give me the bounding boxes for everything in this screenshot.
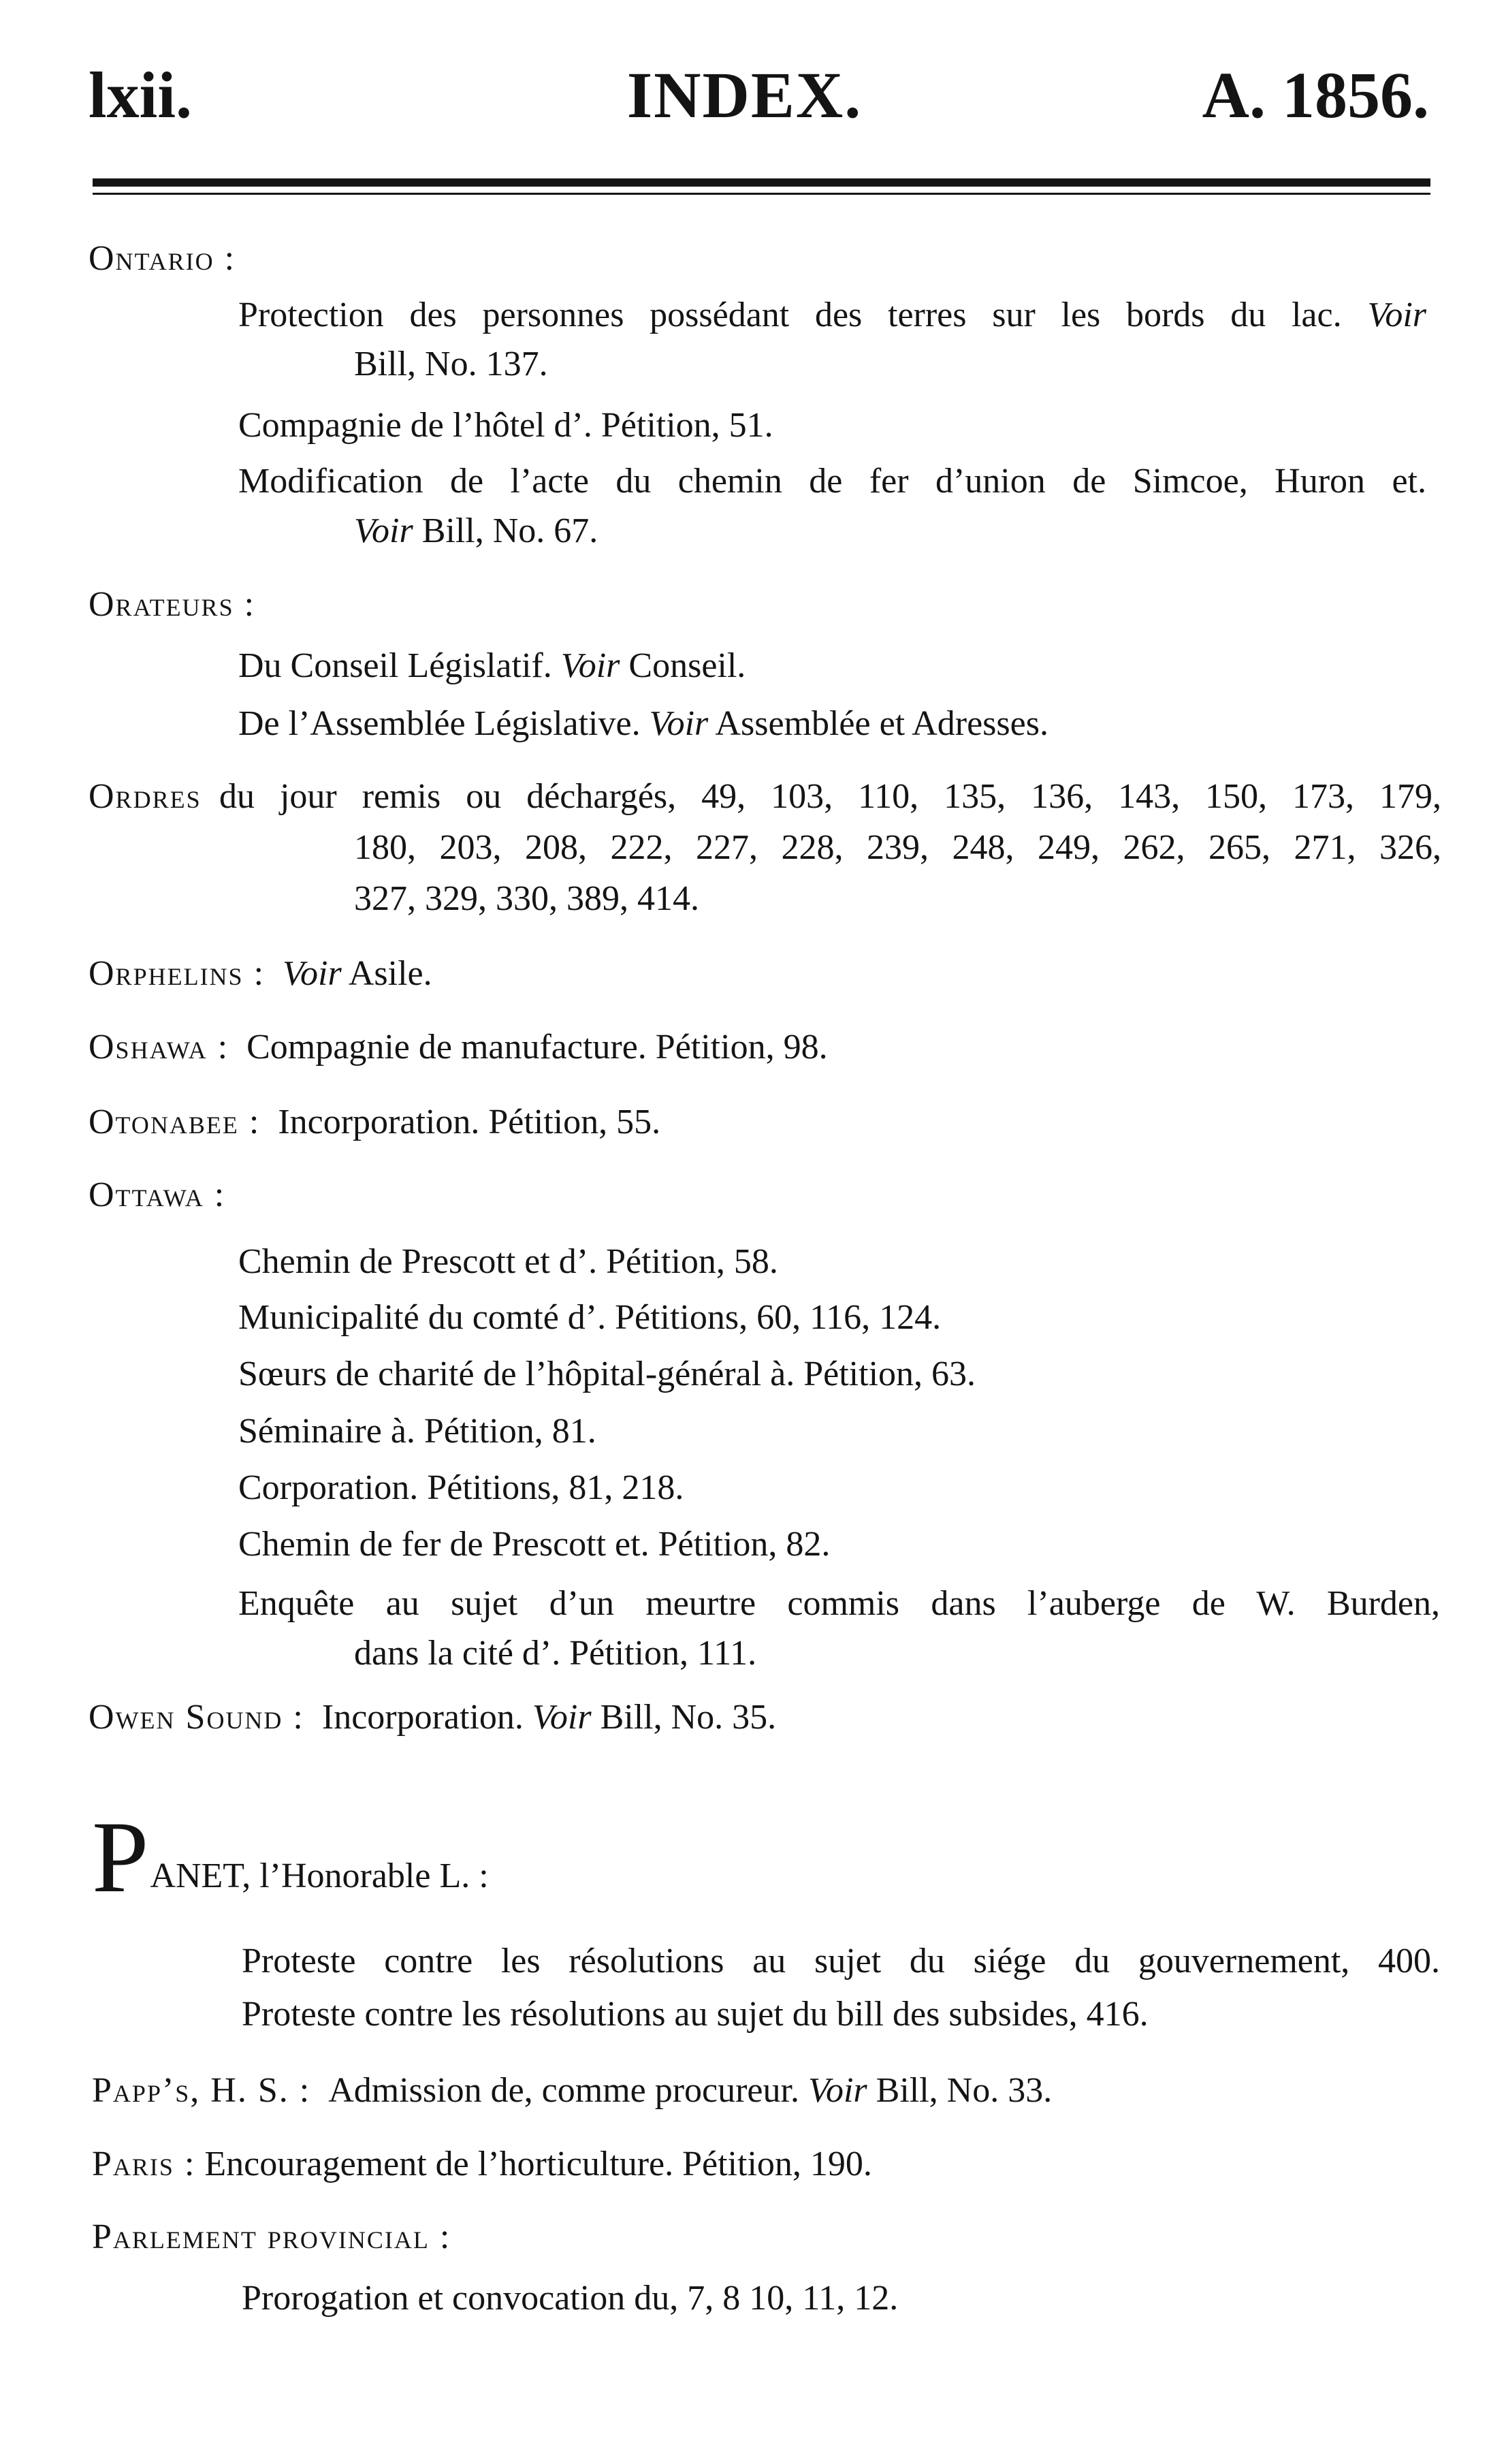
entry-paris: Paris : Encouragement de l’horticulture. Pétition, 190. xyxy=(92,2145,872,2183)
ontario-line-3-cont: Voir Bill, No. 67. xyxy=(354,511,598,550)
ontario-line-1-cont: Bill, No. 137. xyxy=(354,345,548,383)
ottawa-line-5: Corporation. Pétitions, 81, 218. xyxy=(238,1468,684,1507)
entry-heading-oshawa: Oshawa : xyxy=(89,1028,229,1067)
ottawa-line-1: Chemin de Prescott et d’. Pétition, 58. xyxy=(238,1242,778,1281)
entry-panet: PANET, l’Honorable L. : xyxy=(92,1801,489,1914)
ordres-line-3: 327, 329, 330, 389, 414. xyxy=(354,879,699,918)
ottawa-line-8: dans la cité d’. Pétition, 111. xyxy=(354,1634,757,1673)
panet-line-1: Proteste contre les résolutions au sujet du siége du gouvernement, 400. xyxy=(242,1942,1440,1980)
entry-heading-parlement: Parlement provincial : xyxy=(92,2217,451,2256)
page-title: INDEX. xyxy=(626,59,863,131)
parlement-line-1: Prorogation et convocation du, 7, 8 10, 11, 12. xyxy=(242,2279,899,2318)
entry-heading-ontario: Ontario : xyxy=(89,239,236,278)
entry-otonabee: Otonabee : Incorporation. Pétition, 55. xyxy=(89,1103,661,1141)
ordres-line-2: 180, 203, 208, 222, 227, 228, 239, 248, 249, 262, 265, 271, 326, xyxy=(354,828,1441,867)
ordres-line-1: du jour remis ou déchargés, 49, 103, 110, 135, 136, 143, 150, 173, 179, xyxy=(219,777,1441,816)
ottawa-line-4: Séminaire à. Pétition, 81. xyxy=(238,1412,596,1451)
ontario-line-1: Protection des personnes possédant des terres sur les bords du lac. Voir xyxy=(238,296,1427,334)
ottawa-line-7: Enquête au sujet d’un meurtre commis dans l’auberge de W. Burden, xyxy=(238,1584,1440,1623)
entry-heading-owen-sound: Owen Sound : xyxy=(89,1698,304,1737)
drop-cap-letter: P xyxy=(92,1801,149,1914)
entry-heading-orateurs: Orateurs : xyxy=(89,585,256,624)
ottawa-line-2: Municipalité du comté d’. Pétitions, 60, 116, 124. xyxy=(238,1298,942,1337)
entry-heading-otonabee: Otonabee : xyxy=(89,1103,261,1141)
header-rule xyxy=(93,178,1430,187)
orateurs-line-2: De l’Assemblée Législative. Voir Assemblée et Adresses. xyxy=(238,704,1048,743)
ottawa-line-6: Chemin de fer de Prescott et. Pétition, 82. xyxy=(238,1525,831,1564)
entry-heading-ordres: Ordres xyxy=(89,777,202,816)
entry-heading-paris: Paris : xyxy=(92,2145,196,2183)
header-rule-thin xyxy=(93,193,1430,195)
page-year: A. 1856. xyxy=(1202,59,1429,131)
panet-line-2: Proteste contre les résolutions au sujet du bill des subsides, 416. xyxy=(242,1995,1149,2034)
entry-orphelins: Orphelins : Voir Asile. xyxy=(89,954,432,993)
entry-papp: Papp’s, H. S. : Admission de, comme procureur. Voir Bill, No. 33. xyxy=(92,2071,1053,2110)
entry-heading-ottawa: Ottawa : xyxy=(89,1175,226,1214)
ontario-line-3: Modification de l’acte du chemin de fer d’union de Simcoe, Huron et. xyxy=(238,462,1426,501)
orateurs-line-1: Du Conseil Législatif. Voir Conseil. xyxy=(238,646,746,685)
ontario-line-2: Compagnie de l’hôtel d’. Pétition, 51. xyxy=(238,406,773,445)
entry-heading-orphelins: Orphelins : xyxy=(89,954,266,993)
entry-owen-sound: Owen Sound : Incorporation. Voir Bill, No. 35. xyxy=(89,1698,777,1737)
entry-oshawa: Oshawa : Compagnie de manufacture. Pétition, 98. xyxy=(89,1028,828,1067)
ottawa-line-3: Sœurs de charité de l’hôpital-général à. Pétition, 63. xyxy=(238,1355,976,1393)
entry-heading-papp: Papp’s, H. S. : xyxy=(92,2071,311,2110)
page-number: lxii. xyxy=(89,59,193,131)
entry-heading-panet: ANET, xyxy=(150,1857,251,1895)
